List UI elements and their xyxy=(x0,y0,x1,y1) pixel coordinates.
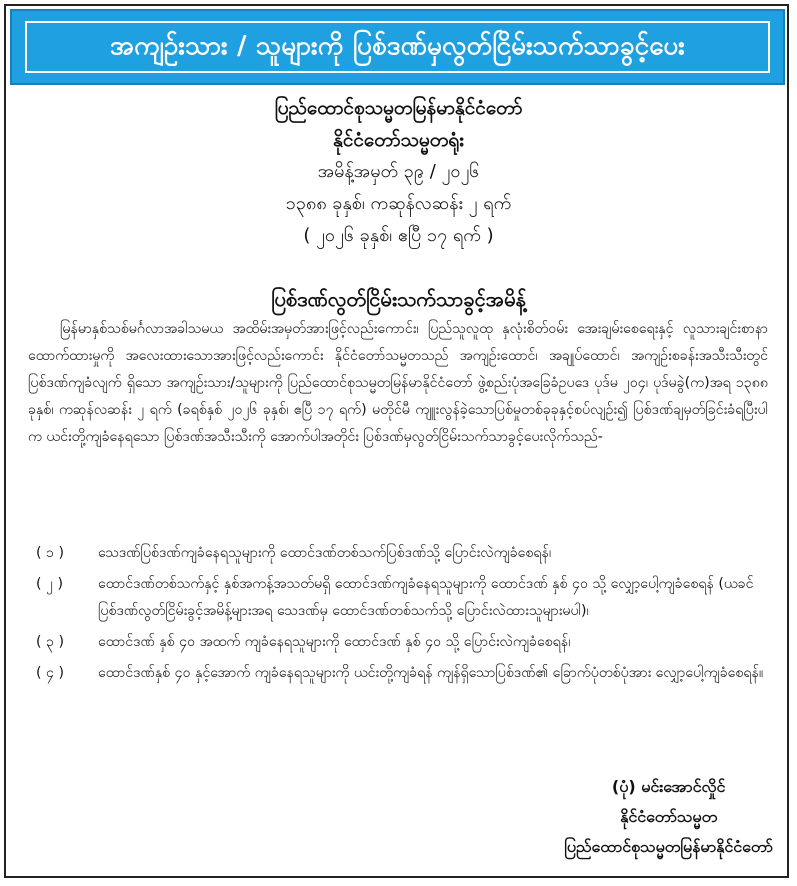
item-text: ထောင်ဒဏ်နှစ် ၄၀ နှင့်အောက် ကျခံနေရသူများကို ယင်းတို့ကျခံရန် ကျန်ရှိသောပြစ်ဒဏ်၏ ခြောက်ပုံတစ်ပုံအား လျှော့ပေါ့ကျခံစေရန်။ xyxy=(98,665,764,681)
signatory-state: ပြည်ထောင်စုသမ္မတမြန်မာနိုင်ငံတော် xyxy=(564,837,773,856)
pardon-items-list xyxy=(28,540,768,691)
item-number: ( ၄ ) xyxy=(36,665,65,681)
body-text xyxy=(28,316,768,451)
order-number: အမိန့်အမှတ် ၃၉ / ၂၀၂၆ xyxy=(317,161,480,182)
list-item xyxy=(28,660,768,687)
date-gregorian: ( ၂၀၂၆ ခုနှစ်၊ ဧပြီ ၁၇ ရက် ) xyxy=(303,225,494,246)
signatory-title: နိုင်ငံတော်သမ္မတ xyxy=(620,807,718,826)
banner-title: အကျဉ်းသား / သူများကို ပြစ်ဒဏ်မှလွတ်ငြိမ်းသက်သာခွင့်ပေး xyxy=(25,21,770,73)
section-title: ပြစ်ဒဏ်လွတ်ငြိမ်းသက်သာခွင့်အမိန့် xyxy=(271,287,526,311)
office-name: နိုင်ငံတော်သမ္မတရုံး xyxy=(333,129,464,151)
date-myanmar: ၁၃၈၈ ခုနှစ်၊ ကဆုန်လဆန်း ၂ ရက် xyxy=(285,193,512,214)
item-text: ထောင်ဒဏ် နှစ် ၄၀ အထက် ကျခံနေရသူများကို ထောင်ဒဏ် နှစ် ၄၀ သို့ ပြောင်းလဲကျခံစေရန်၊ xyxy=(98,634,571,650)
list-item xyxy=(28,629,768,656)
list-item xyxy=(28,540,768,567)
list-item xyxy=(28,571,768,625)
document-header xyxy=(0,92,797,252)
item-text: သေဒဏ်ပြစ်ဒဏ်ကျခံနေရသူများကို ထောင်ဒဏ်တစ်သက်ပြစ်ဒဏ်သို့ ပြောင်းလဲကျခံစေရန်၊ xyxy=(98,545,552,561)
item-number: ( ၃ ) xyxy=(36,634,65,650)
item-text: ထောင်ဒဏ်တစ်သက်နှင့် နှစ်အကန့်အသတ်မရှိ ထောင်ဒဏ်ကျခံနေရသူများကို ထောင်ဒဏ် နှစ် ၄၀ သို့ လျှော့ပေါ့ကျခံစေရန် (ယခင် ပြစ်ဒဏ်လွတ်ငြိမ်းခွင့်အမိန့်များအရ သေဒဏ်မှ ထောင်ဒဏ်တစ်သက်သို့ ပြောင်းလဲထားသူများမပါ)၊ xyxy=(98,576,754,619)
item-number: ( ၁ ) xyxy=(36,545,65,561)
item-number: ( ၂ ) xyxy=(36,576,64,592)
signature-block xyxy=(564,772,773,862)
title-banner xyxy=(10,9,785,85)
intro-paragraph: မြန်မာနှစ်သစ်မင်္ဂလာအခါသမယ အထိမ်းအမှတ်အားဖြင့်လည်းကောင်း၊ ပြည်သူလူထု နှလုံးစိတ်ဝမ်း အေးချမ်းစေရေးနှင့် လူသားချင်းစာနာထောက်ထားမှုကို အလေးထားသောအားဖြင့်လည်းကောင်း နိုင်ငံတော်သမ္မတသည် အကျဉ်းထောင်၊ အချုပ်ထောင်၊ အကျဉ်းစခန်းအသီးသီးတွင် ပြစ်ဒဏ်ကျခံလျက် ရှိသော အကျဉ်းသား/သူများကို ပြည်ထောင်စုသမ္မတမြန်မာနိုင်ငံတော် ဖွဲ့စည်းပုံအခြေခံဥပဒေ ပုဒ်မ ၂၀၄၊ ပုဒ်မခွဲ(က)အရ ၁၃၈၈ ခုနှစ်၊ ကဆုန်လဆန်း ၂ ရက် (ခရစ်နှစ် ၂၀၂၆ ခုနှစ်၊ ဧပြီ ၁၇ ရက်) မတိုင်မီ ကျူးလွန်ခဲ့သောပြစ်မှုတစ်ခုခုနှင့်စပ်လျဉ်း၍ ပြစ်ဒဏ်ချမှတ်ခြင်းခံရပြီးပါက ယင်းတို့ကျခံနေရသော ပြစ်ဒဏ်အသီးသီးကို အောက်ပါအတိုင်း ပြစ်ဒဏ်မှလွတ်ငြိမ်းသက်သာခွင့်ပေးလိုက်သည်- xyxy=(28,321,768,445)
signatory-name: (ပုံ) မင်းအောင်လှိုင် xyxy=(611,777,726,796)
republic-name: ပြည်ထောင်စုသမ္မတမြန်မာနိုင်ငံတော် xyxy=(274,97,523,119)
